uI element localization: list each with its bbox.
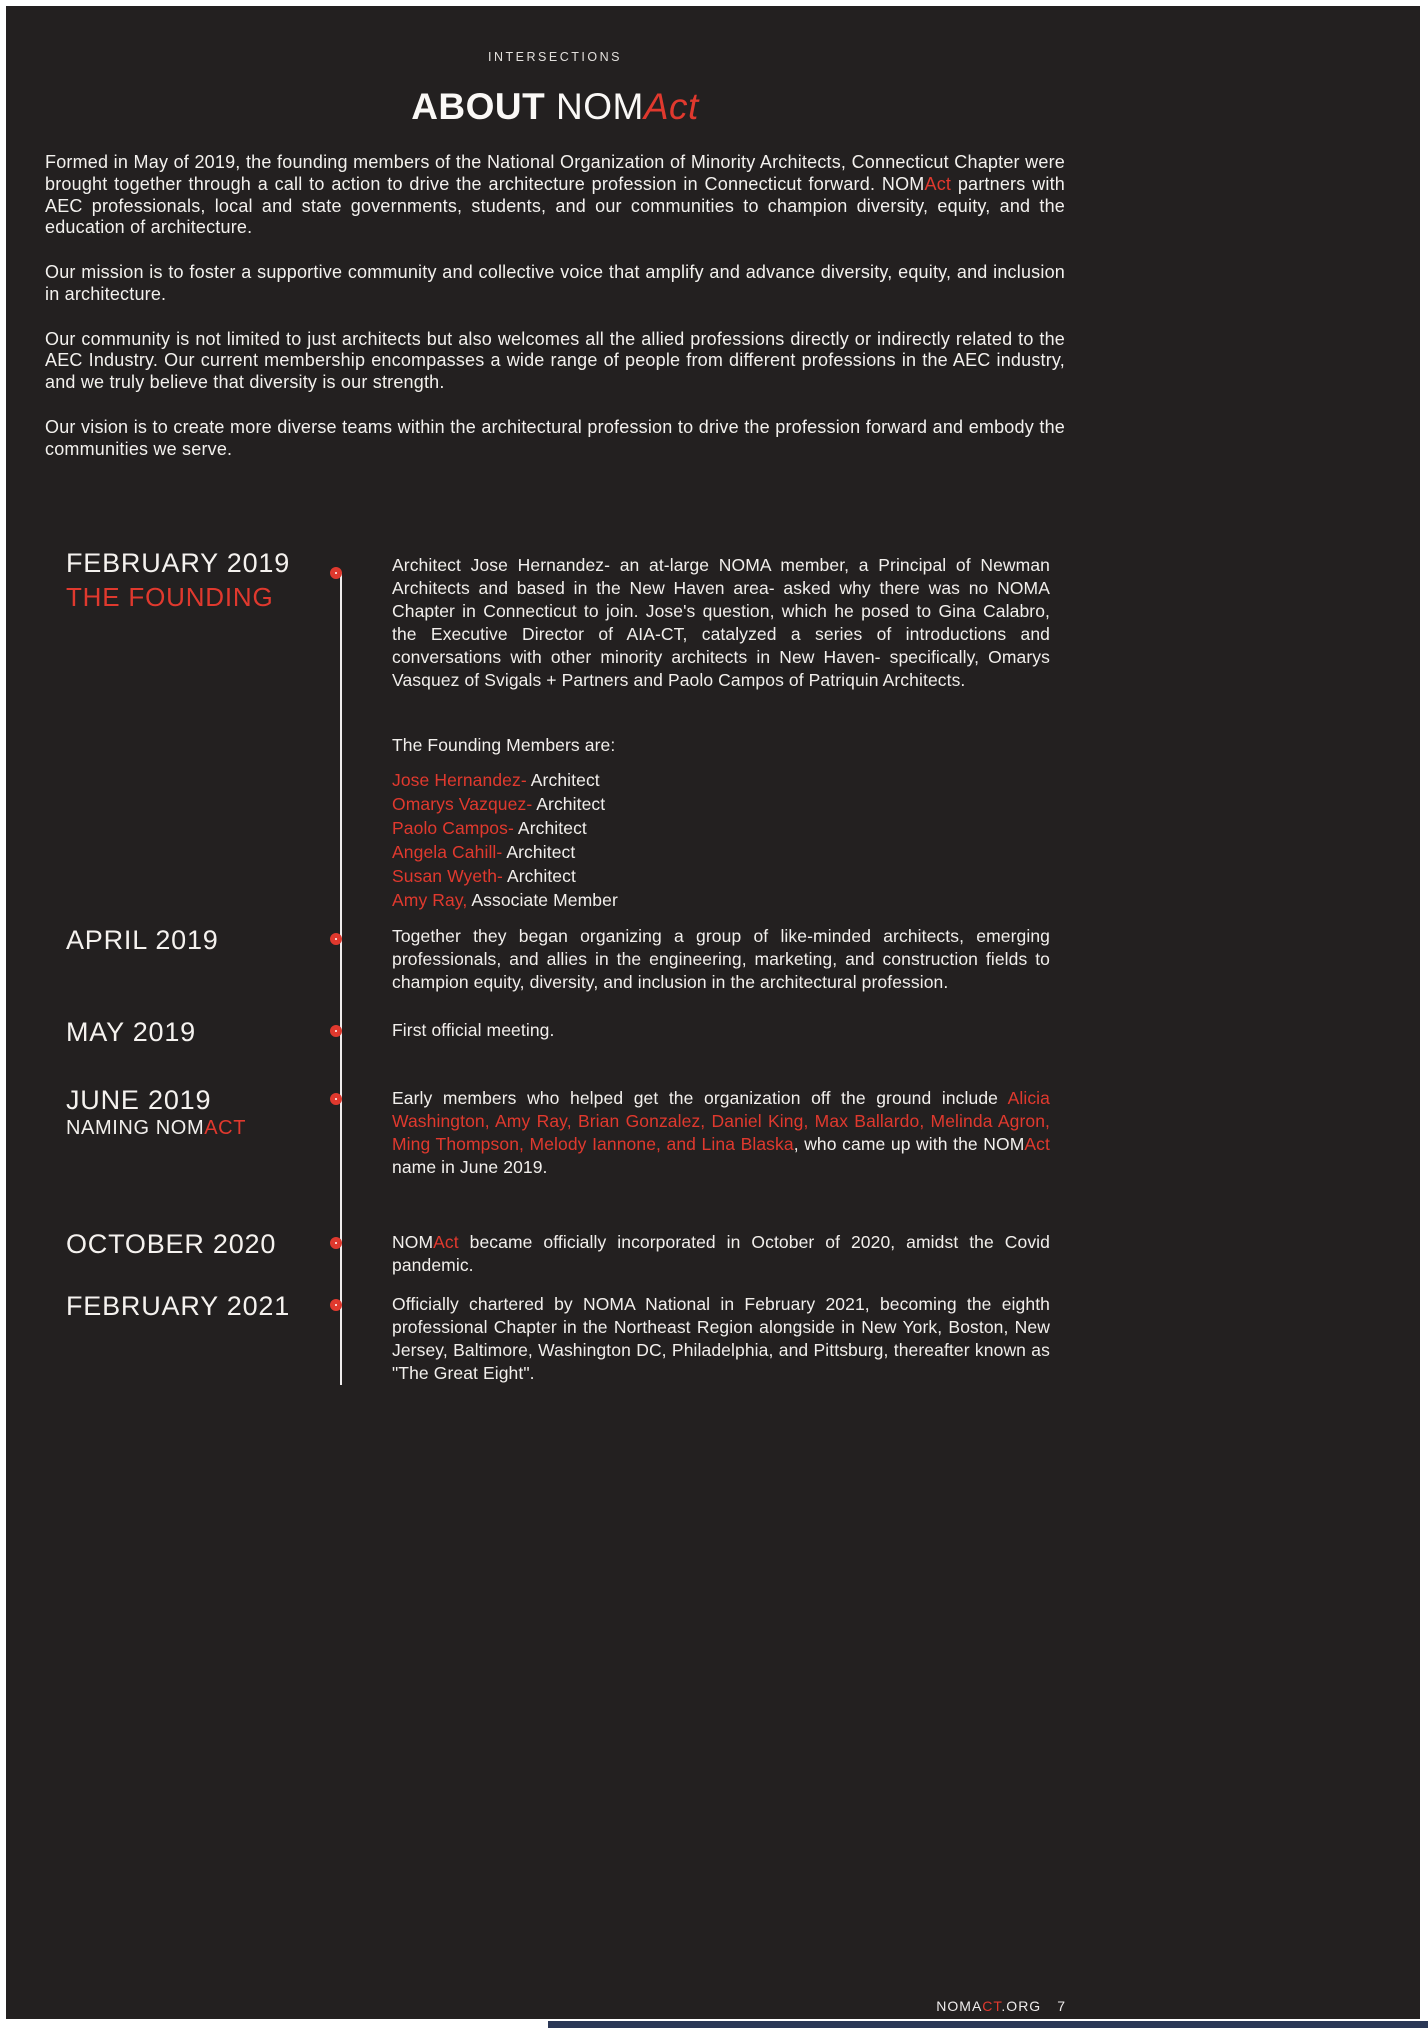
intro-section bbox=[45, 152, 1065, 483]
brand-accent-text: ACT bbox=[204, 1117, 247, 1139]
timeline-entry-text bbox=[392, 1087, 1050, 1179]
title-accent: Act bbox=[643, 86, 699, 127]
title-bold: ABOUT bbox=[411, 86, 546, 127]
timeline-entry-may bbox=[392, 1019, 1050, 1042]
timeline-entry-june bbox=[392, 1087, 1050, 1179]
content-column bbox=[45, 6, 1065, 2019]
timeline-date-oct2020: OCTOBER 2020 bbox=[66, 1229, 277, 1259]
timeline bbox=[45, 540, 1071, 1470]
subtitle-text: NAMING NOM bbox=[66, 1117, 205, 1139]
timeline-node-icon bbox=[330, 1299, 342, 1311]
founder-role: Architect bbox=[502, 866, 576, 887]
timeline-line bbox=[340, 572, 342, 1385]
timeline-node-icon bbox=[330, 1093, 342, 1105]
entry-text: Early members who helped get the organization off the ground include bbox=[392, 1088, 1008, 1108]
founder-name: Omarys Vazquez- bbox=[392, 794, 533, 815]
timeline-node-icon bbox=[330, 933, 342, 945]
page-number: 7 bbox=[1057, 1998, 1065, 2014]
timeline-entry-feb2021 bbox=[392, 1293, 1050, 1385]
timeline-subtitle-naming bbox=[66, 1117, 246, 1140]
timeline-subtitle-founding: THE FOUNDING bbox=[66, 582, 274, 612]
founder-name: Susan Wyeth- bbox=[392, 866, 503, 887]
founder-role: Architect bbox=[513, 818, 587, 839]
brand-accent-text: Act bbox=[1024, 1133, 1050, 1154]
timeline-date-apr2019: APRIL 2019 bbox=[66, 925, 219, 955]
founder-name: Angela Cahill- bbox=[392, 842, 503, 863]
founder-item bbox=[392, 864, 1050, 888]
footer-brand bbox=[936, 1998, 1041, 2014]
timeline-date-may2019: MAY 2019 bbox=[66, 1017, 196, 1047]
founders-list bbox=[392, 768, 1050, 912]
founder-item bbox=[392, 840, 1050, 864]
entry-text: became officially incorporated in October of 2020, amidst the Covid pandemic. bbox=[392, 1232, 1050, 1275]
timeline-node-icon bbox=[330, 1237, 342, 1249]
timeline-entry-text: Together they began organizing a group of like-minded architects, emerging professionals, and allies in the engineering, marketing, and construction fields to champion equity, diversity, and inclusion in the architectural profession. bbox=[392, 926, 1050, 992]
brand-accent-text: Act bbox=[924, 173, 952, 194]
timeline-entry-text: First official meeting. bbox=[392, 1020, 555, 1040]
footer-brand-accent: CT bbox=[982, 1998, 1002, 2014]
brand-accent-text: Act bbox=[433, 1232, 459, 1252]
intro-paragraph bbox=[45, 152, 1065, 239]
timeline-entry-text bbox=[392, 1231, 1050, 1277]
intro-paragraph: Our mission is to foster a supportive community and collective voice that amplify and advance diversity, equity, and inclusion in architecture. bbox=[45, 262, 1065, 304]
founder-name: Paolo Campos- bbox=[392, 818, 514, 839]
entry-text: , who came up with the NOM bbox=[793, 1133, 1025, 1154]
page-background bbox=[6, 6, 1420, 2019]
title-regular: NOM bbox=[545, 86, 644, 127]
member-names: Alicia Washington, Amy Ray, Brian Gonzalez, Daniel King, Max Ballardo, Melinda Agron, Ming Thompson, Melody Iannone, and Lina Blaska bbox=[392, 1088, 1050, 1154]
timeline-node-icon bbox=[330, 567, 342, 579]
entry-text: name in June 2019. bbox=[392, 1156, 548, 1177]
intro-text: Formed in May of 2019, the founding members of the National Organization of Minority Architects, Connecticut Chapter were brought together through a call to action to drive the architecture profession in Connecticut forward. NOM bbox=[45, 152, 1065, 194]
page-footer bbox=[936, 1998, 1065, 2014]
founder-item bbox=[392, 888, 1050, 912]
timeline-date-feb2021: FEBRUARY 2021 bbox=[66, 1291, 291, 1321]
founder-item bbox=[392, 816, 1050, 840]
intro-paragraph: Our vision is to create more diverse teams within the architectural profession to drive the profession forward and embody the communities we serve. bbox=[45, 416, 1065, 459]
timeline-date-feb2019: FEBRUARY 2019 bbox=[66, 548, 291, 578]
timeline-entry-text: Architect Jose Hernandez- an at-large NOMA member, a Principal of Newman Architects and based in the New Haven area- asked why there was no NOMA Chapter in Connecticut to join. Jose's question, which he posed to Gina Calabro, the Executive Director of AIA-CT, catalyzed a series of introductions and conversations with other minority architects in New Haven- specifically, Omarys Vasquez of Svigals + Partners and Paolo Campos of Patriquin Architects. bbox=[392, 555, 1050, 690]
founders-heading: The Founding Members are: bbox=[392, 734, 616, 755]
page-title bbox=[45, 86, 1065, 128]
timeline-date-jun2019: JUNE 2019 bbox=[66, 1085, 212, 1115]
founder-name: Amy Ray, bbox=[392, 890, 468, 911]
timeline-entry-text: Officially chartered by NOMA National in February 2021, becoming the eighth professional Chapter in the Northeast Region alongside in New York, Boston, New Jersey, Baltimore, Washington DC, Philadelphia, and Pittsburg, thereafter known as "The Great Eight". bbox=[392, 1294, 1050, 1383]
timeline-entry-april bbox=[392, 925, 1050, 994]
section-eyebrow: INTERSECTIONS bbox=[488, 50, 622, 64]
founder-item bbox=[392, 792, 1050, 816]
founder-item bbox=[392, 768, 1050, 792]
founder-name: Jose Hernandez- bbox=[392, 770, 527, 791]
timeline-entry-founding bbox=[392, 554, 1050, 912]
founder-role: Architect bbox=[502, 842, 576, 863]
intro-text: partners with AEC professionals, local and state governments, students, and our communities to champion diversity, equity, and the education of architecture. bbox=[45, 173, 1065, 238]
timeline-node-icon bbox=[330, 1025, 342, 1037]
timeline-entry-october bbox=[392, 1231, 1050, 1277]
footer-brand-text: .ORG bbox=[1001, 1998, 1042, 2014]
footer-brand-text: NOMA bbox=[936, 1998, 983, 2014]
scan-edge-artifact bbox=[548, 2021, 1428, 2028]
intro-paragraph: Our community is not limited to just architects but also welcomes all the allied professions directly or indirectly related to the AEC Industry. Our current membership encompasses a wide range of people from different professions in the AEC industry, and we truly believe that diversity is our strength. bbox=[45, 328, 1065, 393]
founder-role: Architect bbox=[526, 770, 600, 791]
founder-role: Associate Member bbox=[467, 890, 618, 911]
entry-text: NOM bbox=[392, 1232, 434, 1252]
founder-role: Architect bbox=[532, 794, 606, 815]
